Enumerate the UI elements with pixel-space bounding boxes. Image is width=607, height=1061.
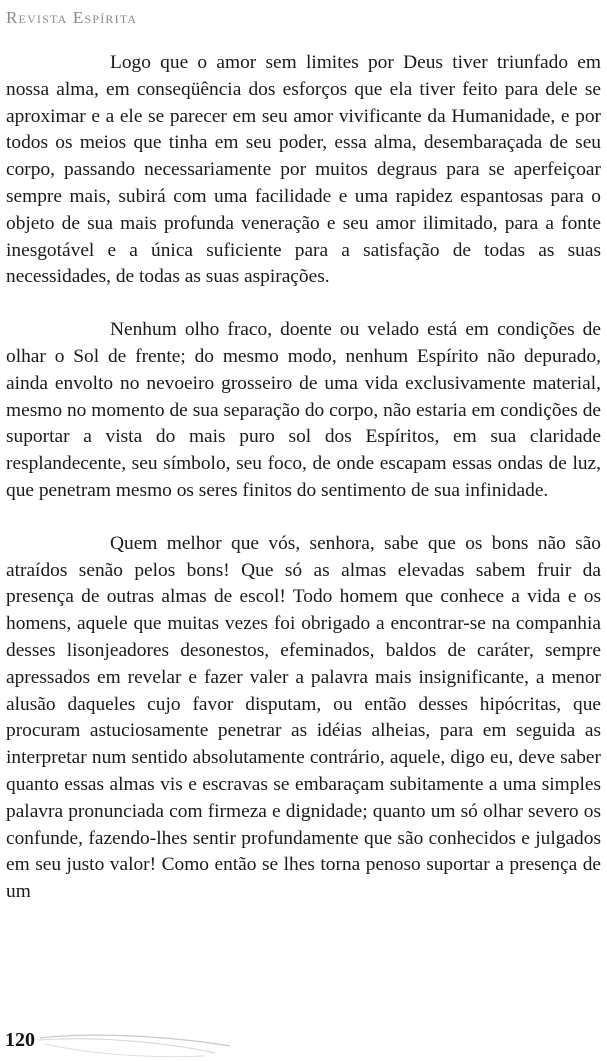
decorative-swoosh-icon [0,1026,240,1061]
running-header: Revista Espírita [6,8,138,27]
paragraph: Nenhum olho fraco, doente ou velado está em condições de olhar o Sol de frente; do mesmo modo, nenhum Espírito não depurado, ainda envolto no nevoeiro grosseiro de uma vida exclusivamente material, mesmo no momento de sua separação do corpo, não estaria em condições de suportar a vista do mais puro sol dos Espíritos, em sua claridade resplandecente, seu símbolo, seu foco, de onde escapam essas ondas de luz, que penetram mesmo os seres finitos do sentimento de sua infinidade. [6,319,601,501]
page-body [6,50,601,932]
page-number: 120 [5,1029,35,1051]
paragraph: Quem melhor que vós, senhora, sabe que os bons não são atraídos senão pelos bons! Que só as almas elevadas sabem fruir da presença de outras almas de escol! Todo homem que conhece a vida e os homens, aquele que muitas vezes foi obrigado a encontrar-se na companhia desses lisonjeadores desonestos, efeminados, baldos de caráter, sempre apressados em revelar e fazer valer a palavra mais insignificante, a menor alusão daqueles cujo favor disputam, ou então desses hipócritas, que procuram astuciosamente penetrar as idéias alheias, para em seguida as interpretar num sentido absolutamente contrário, aquele, digo eu, deve saber quanto essas almas vis e escravas se embaraçam subitamente a uma simples palavra pronunciada com firmeza e dignidade; quanto um só olhar severo os confunde, fazendo-lhes sentir profundamente que são conhecidos e julgados em seu justo valor! Como então se lhes torna penoso suportar a presença de um [6,532,601,903]
paragraph: Logo que o amor sem limites por Deus tiver triunfado em nossa alma, em conseqüência dos esforços que ela tiver feito para dele se aproximar e a ele se parecer em seu amor vivificante da Humanidade, e por todos os meios que tinha em seu poder, essa alma, desembaraçada de seu corpo, passando necessariamente por muitos degraus para se aperfeiçoar sempre mais, subirá com uma facilidade e uma rapidez espantosas para o objeto de sua mais profunda veneração e seu amor ilimitado, para a fonte inesgotável e a única suficiente para a satisfação de todas as suas necessidades, de todas as suas aspirações. [6,52,601,288]
